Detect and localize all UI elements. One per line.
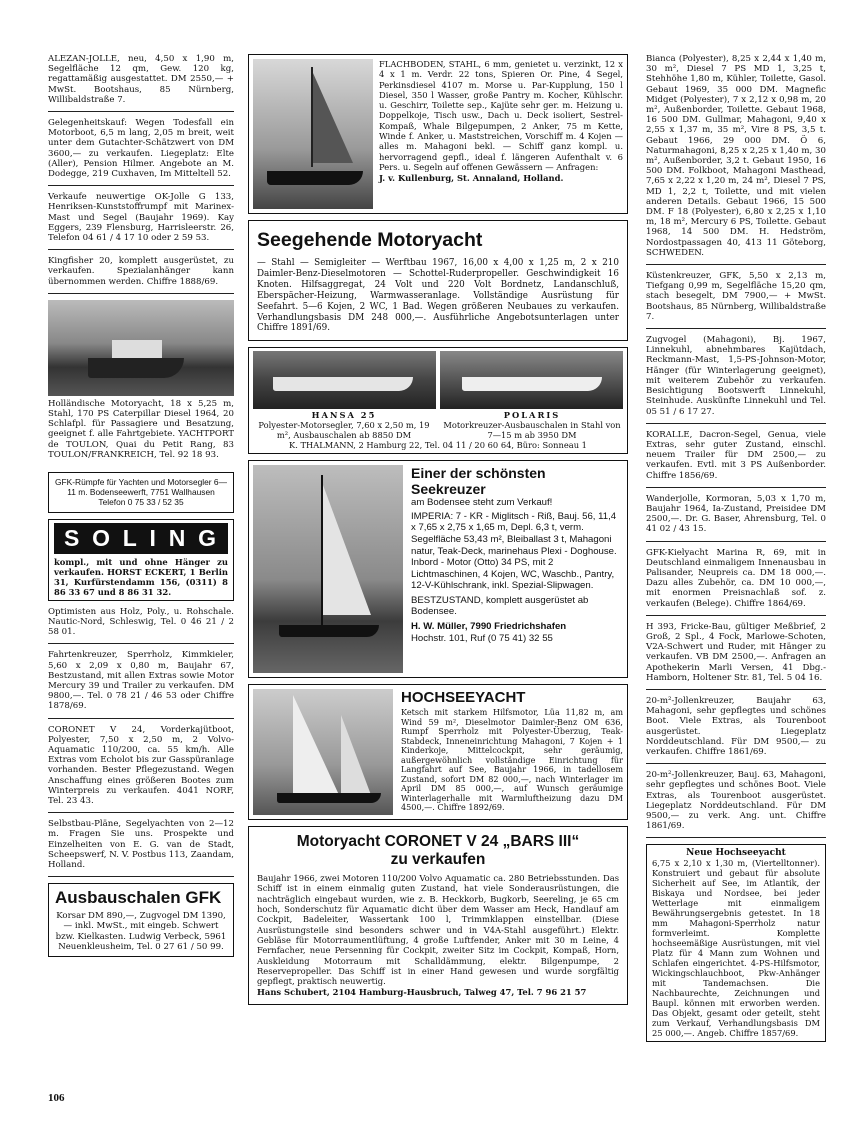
soling-letter: S	[64, 524, 82, 551]
polaris-caption	[441, 411, 623, 440]
soling-letter: L	[122, 524, 139, 551]
ad-hollandische-motoryacht	[48, 300, 234, 466]
ad-hollandische-text: Holländische Motoryacht, 18 x 5,25 m, Stahl, 170 PS Caterpillar Diesel 1964, 20 Schlafpl. für Passagiere und Besatzung, geeignet f. alle Fahrtgebiete. YACHTPORT de TOULON, Quai du Petit Rang, 83 TOULON/FRANKREICH, Tel. 92 18 93.	[48, 398, 234, 460]
seekreuzer-textblock	[411, 465, 623, 673]
hochsee-text: Ketsch mit starkem Hilfsmotor, Lüa 11,82 m, am Wind 59 m², Dieselmotor Daimler-Benz OM 636, Rumpf Sperrholz mit Polyester-Überzug, Teak-Stabdeck, Inneneinrichtung Mahagoni, 7 Kojen + 1 Kinderkoje, Mittelcockpit, sehr geräumig, außergewöhnlich vollständige Einrichtung für Langfahrt auf See, Baujahr 1966, in tadellosem Zustand, sofort DM 82 000,—, nach Winterlager im April DM 85 000,—, auf Wunsch geräumige Winterlagerhalle mit Warmluftheizung dazu DM 4500,—. Chiffre 1892/69.	[401, 707, 623, 813]
column-middle	[248, 54, 628, 1011]
sail-shape	[293, 695, 339, 795]
soling-text: kompl., mit und ohne Hänger zu verkaufen. HORST ECKERT, 1 Berlin 31, Kurfürstendamm 156, (0311) 8 86 33 67 und 8 86 31 32.	[54, 556, 228, 597]
ad-gfk-rumpfe: GFK-Rümpfe für Yachten und Motorsegler 6—11 m. Bodenseewerft, 7751 Wallhausen Telefon 0 75 33 / 52 35	[48, 472, 234, 513]
page-number: 106	[48, 1092, 65, 1104]
hull-shape	[88, 358, 184, 378]
thalmann-line: K. THALMANN, 2 Hamburg 22, Tel. 04 11 / 20 60 64, Büro: Sonneau 1	[289, 440, 587, 451]
soling-letter: N	[168, 524, 188, 551]
ad-neue-hochseeyacht	[646, 844, 826, 1042]
sail-shape	[341, 715, 371, 795]
hansa-caption	[253, 411, 435, 440]
soling-letter: O	[92, 524, 112, 551]
photo-polaris	[440, 351, 623, 409]
seekreuzer-title-2: Seekreuzer	[411, 481, 486, 498]
ad-seekreuzer	[248, 460, 628, 678]
ad-gelegenheitskauf: Gelegenheitskauf: Wegen Todesfall ein Motorboot, 6,5 m lang, 2,05 m breit, weit unter dem Gutachter-Schätzwert von DM 3600,— zu verkaufen. Liegeplatz: Elte (Aller), Pension Hilmer. Angebote an M. Dodegge, 219 Cuxhaven, Im Mitteltell 52.	[48, 118, 234, 186]
coronet-title-2: zu verkaufen	[390, 851, 486, 869]
seegehende-text: — Stahl — Semigleiter — Werftbau 1967, 16,00 x 4,00 x 1,25 m, 2 x 210 Daimler-Benz-Dieselmotoren — Schottel-Ruderpropeller. Geschwindigkeit 16 Knoten. Hilfsaggregat, 24 Volt und 220 Volt Bordnetz, Landanschluß, Eberspächer-Heizung, Warmwasseranlage. Vollständige Ausrüstung für Seefahrt. 5—6 Kojen, 2 WC, 1 Bad. Wegen größeren Neubaues zu verkaufen. Verhandlungsbasis DM 248 000,—. Ausführliche Angebotsunterlagen unter Chiffre 1891/69.	[257, 258, 619, 334]
hull-shape	[273, 377, 413, 391]
seegehende-title: Seegehende Motoryacht	[257, 229, 483, 251]
ad-zugvogel: Zugvogel (Mahagoni), Bj. 1967, Linnekuhl, abnehmbares Kajütdach, Reckmann-Mast, 1,5-PS-Johnson-Motor, Hänger (für Winterlagerung geeignet), mit weiterem Zubehör zu verkaufen. Besichtigung Bootswerft Linnekuhl, Steinhude. Auskünfte Linnekuhl und Tel. 05 51 / 6 17 27.	[646, 335, 826, 424]
cabin-shape	[112, 340, 162, 358]
soling-title	[54, 523, 228, 554]
ausbauschalen-text: Korsar DM 890,—, Zugvogel DM 1390,— inkl. MwSt., mit eingeb. Schwert bzw. Kielkasten. Ludwig Verbeck, 5961 Neuenkleusheim, Tel. 0 27 61 / 50 99.	[55, 911, 227, 952]
seekreuzer-best: BESTZUSTAND, komplett ausgerüstet ab Bodensee.	[411, 594, 589, 618]
hull-shape	[267, 171, 363, 185]
seekreuzer-title-1: Einer der schönsten	[411, 465, 546, 482]
ad-seegehende-motoryacht	[248, 220, 628, 341]
neue-title: Neue Hochseeyacht	[686, 848, 786, 859]
ad-selbstbau-plaene: Selbstbau-Pläne, Segelyachten von 2—12 m. Fragen Sie uns. Prospekte und Einzelheiten von E. G. van de Stadt, Scheepswerf, N. V. Postbus 113, Zaandam, Holland.	[48, 819, 234, 877]
ad-h393: H 393, Fricke-Bau, gültiger Meßbrief, 2 Groß, 2 Spl., 4 Fock, Marlowe-Schoten, V2A-Schwert und Ruder, mit Hänger zu verkaufen. VB DM 2500,—. Anfragen an Apothekerin Marli Versen, 41 Dbg.-Hamborn, Holtener Str. 81, Tel. 5 04 16.	[646, 622, 826, 690]
coronet-text: Baujahr 1966, zwei Motoren 110/200 Volvo Aquamatic ca. 280 Betriebsstunden. Das Schiff ist in einem einmalig guten Zustand, hat viele Sonderausrüstungen, die nachträglich eingebaut wurden, wie z. B. Heckkorb, Bugkorb, Seereling, je 65 cm hoch, Sonderschutz für Aquamatic dicht über dem Wasser am Heck, Handlauf am Cockpit, Badeleiter, Wassertank 100 l, Trimmklappen einstellbar. (Diese Ausrüstungsteile sind besonders schwer und in V4A-Stahl ausgeführt.) Elektr. Gebläse für Motorraumentlüftung, 4 große Luftfender, Anker mit 30 m Leine, 4 Fernfacher, neue Persenning für Cockpit, zweiter Sitz im Cockpit, Kompaß, Horn, Auskleidung Motorraum mit Schalldämmung, elektr. Bilgenpumpe, 2 Reservepropeller. Das Schiff ist in einer Hand gewesen und wurde sorgfältig gepflegt, praktisch neuwertig.	[257, 873, 619, 987]
hansa-text: Polyester-Motorsegler, 7,60 x 2,50 m, 19 m², Ausbauschalen ab 8850 DM	[258, 419, 430, 440]
ad-gfk-kielyacht: GFK-Kielyacht Marina R, 69, mit in Deutschland einmaligem Innenausbau in Palisander, Neupreis ca. DM 18 000,—. Dazu alles Zubehör, ca. DM 10 000,—, mit enormen Preisnachlaß sof. z. verkaufen (Belege). Chiffre 1864/69.	[646, 548, 826, 616]
hochsee-title: HOCHSEEYACHT	[401, 689, 526, 707]
seekreuzer-sub: am Bodensee steht zum Verkauf!	[411, 497, 553, 509]
sail-shape	[313, 73, 353, 163]
ad-hochseeyacht	[248, 684, 628, 820]
seekreuzer-addr: Hochstr. 101, Ruf (0 75 41) 32 55	[411, 632, 553, 644]
ad-optimisten: Optimisten aus Holz, Poly., u. Rohschale. Nautic-Nord, Schleswig, Tel. 0 46 21 / 2 58 01.	[48, 607, 234, 645]
ad-coronet-v24: CORONET V 24, Vorderkajütboot, Polyester, 7,50 x 2,50 m, 2 Volvo-Aquamatic 110/200, ca. 55 km/h. Alle Extras vom Echolot bis zur Gasspüranlage vorhanden. Bester Pflegezustand. Wegen Anschaffung eines größeren Bootes zum Winterpreis zu verkaufen. 4041 NORF, Tel. 23 43.	[48, 725, 234, 814]
ad-jollenkreuzer-1: 20-m²-Jollenkreuzer, Baujahr 63, Mahagoni, sehr gepflegtes und schönes Boot. Viele Extras, als Tourenboot ausgerüstet. Liegeplatz Norddeutschland. Für DM 9500,— zu verkaufen. Chiffre 1861/69.	[646, 696, 826, 764]
photo-ketch	[253, 689, 393, 815]
hull-shape	[277, 793, 381, 803]
soling-letter: I	[149, 524, 158, 551]
hull-shape	[279, 625, 379, 637]
ad-koralle: KORALLE, Dacron-Segel, Genua, viele Extras, sehr guter Zustand, einschl. neuem Trailer für DM 2500,— zu verkaufen. Evtl. mit 3 PS Außenborder. Chiffre 1856/69.	[646, 430, 826, 488]
ausbauschalen-title: Ausbauschalen GFK	[55, 888, 222, 908]
flachboden-sign: J. v. Kullenburg, St. Annaland, Holland.	[379, 173, 564, 184]
coronet-title-1: Motoryacht CORONET V 24 „BARS III“	[296, 833, 580, 851]
seekreuzer-text: IMPERIA: 7 - KR - Miglitsch - Riß, Bauj. 56, 11,4 x 7,65 x 2,75 x 1,65 m, Depl. 6,3 t, verm. Segelfläche 53,43 m², Bleiballast 3 t, Mahagoni natur, Teak-Deck, marinehaus Plexi - Doghouse. Inbord - Motor (Otto) 34 PS, mit 2 Lichtmaschinen, 4 Kojen, WC, Waschb., Pantry, 12-V-Kühlschrank, inkl. Spezial-Slipwagen.	[411, 510, 617, 592]
ad-fahrtenkreuzer: Fahrtenkreuzer, Sperrholz, Kimmkieler, 5,60 x 2,09 x 0,80 m, Baujahr 67, Bestzustand, mit allen Extras sowie Motor Mercury 39 und Trailer zu verkaufen. DM 9800,—. Tel. 0 78 21 / 46 53 oder Chiffre 1878/69.	[48, 650, 234, 718]
coronet-sign: Hans Schubert, 2104 Hamburg-Hausbruch, Talweg 47, Tel. 7 96 21 57	[257, 987, 587, 998]
thalmann-captions	[253, 411, 623, 440]
thalmann-photos	[253, 351, 623, 409]
column-left	[48, 54, 234, 963]
seekreuzer-name: H. W. Müller, 7990 Friedrichshafen	[411, 621, 567, 633]
ad-coronet-bars-iii	[248, 826, 628, 1005]
ad-kingfisher: Kingfisher 20, komplett ausgerüstet, zu verkaufen. Spezialanhänger kann übernommen werden. Chiffre 1888/69.	[48, 256, 234, 294]
ad-ok-jolle: Verkaufe neuwertige OK-Jolle G 133, Henriksen-Kunststoffrumpf mit Marinex-Mast und Segel (Baujahr 1969). Kay Eggers, 239 Flensburg, Harrisleerstr. 26, Telefon 04 61 / 4 17 10 oder 2 59 53.	[48, 192, 234, 250]
hull-shape	[462, 377, 602, 391]
ad-flachboden	[248, 54, 628, 214]
ad-bianca-hedstrom: Bianca (Polyester), 8,25 x 2,44 x 1,40 m, 30 m², Diesel 7 PS MD 1, 3,25 t, Stehhöhe 1,80 m, Kühler, Toilette, Gasol. Gebaut 1969, 35 000 DM. Magnefic Midget (Polyester), 7 x 2,12 x 0,98 m, 20 m², Außenborder, Toilette. Gebaut 1968, 16 500 DM. Gullmar, Mahagoni, 9,40 x 2,55 x 1,37 m, 35 m², Vire 8 PS, 3,5 t. Gebaut 1966, 29 000 DM. Ö 6, Naturmahagoni, 8,25 x 2,25 x 1,40 m, 30 m², Außenborder, 3,2 t. Gebaut 1950, 16 500 DM. Folkboot, Mahagoni Masthead, 7,65 x 2,22 x 1,20 m, 24 m², Diesel 7 PS, MD 1, 2,2 t, Toilette, und mit vielen anderen Details. Gebaut 1966, 15 500 DM. F 18 (Polyester), 6,80 x 2,25 x 1,10 m, 18 m², Mercury 6 PS, Toilette. Gebaut 1968, 14 500 DM. H. Hedström, Nordostpassagen 40, 413 11 Göteborg, SCHWEDEN.	[646, 54, 826, 265]
polaris-title: POLARIS	[503, 410, 561, 421]
ad-jollenkreuzer-2: 20-m²-Jollenkreuzer, Bauj. 63, Mahagoni, sehr gepflegtes und schönes Boot. Viele Extras, als Tourenboot ausgerüstet. Liegeplatz Norddeutschland. Für DM 9500,— zu verk. Ang. unt. Chiffre 1861/69.	[646, 770, 826, 838]
ad-thalmann	[248, 347, 628, 454]
flachboden-textblock	[379, 59, 623, 209]
ad-wanderjolle: Wanderjolle, Kormoran, 5,03 x 1,70 m, Baujahr 1964, Ia-Zustand, Preisidee DM 2500,—. Dr. G. Baser, Ahrensburg, Tel. 0 41 02 / 43 15.	[646, 494, 826, 542]
photo-dutch-motor-yacht	[48, 300, 234, 396]
hansa-title: HANSA 25	[311, 410, 377, 421]
soling-letter: G	[198, 524, 218, 551]
photo-sailing-barge	[253, 59, 373, 209]
polaris-text: Motorkreuzer-Ausbauschalen in Stahl von 7—15 m ab 3950 DM	[443, 419, 621, 440]
flachboden-text: FLACHBODEN, STAHL, 6 mm, genietet u. verzinkt, 12 x 4 x 1 m. Verdr. 22 tons, Spieren Or. Pine, 4 Segel, Perkinsdiesel 4107 m. Morse u. Par-Kupplung, 150 l Diesel, 350 l Wasser, große Pantry m. Kocher, Kühlschr. u. Geschirr, Toilette sep., Kajüte sehr ger. m. Heizung u. Doppelkoje, Tisch usw., Dach u. Deck isoliert, Sestrel-Kompaß, Whale Bilgepumpen, 2 Anker, 75 m Kette, Winde f. Anker, u. Maststreichen, Vorschiff m. 4 Kojen — alles m. Mahagoni bekl. — Schiff ganz kompl. u. hervorragend gepfl., ideal f. längeren Aufenthalt v. 6 Pers. u. Segeln auf offenen Gewässern — Anfragen:	[379, 59, 623, 172]
neue-text: 6,75 x 2,10 x 1,30 m, (Viertelltonner). Konstruiert und gebaut für absolute Sicherheit auf See, im Atlantik, der Biskaya und Nordsee, bei jeder Wetterlage mit einmaligem Bewährungsergebnis getestet. In 18 mm Mahagoni-Sperrholz natur formverleimt. Komplette hochseemäßige Ausrüstungen, mit viel Platz für 4 Mann zum Wohnen und Schlafen eingerichtet. 4-PS-Hilfsmotor, Wickingschlauchboot, Pkw-Anhänger mit Tandemachsen. Die Nachbaurechte, Zeichnungen und Baupl. können mit erworben werden. Das Objekt, gesamt oder geteilt, steht zum Verkauf, Verhandlungsbasis DM 25 000,—. Angeb. Chiffre 1857/69.	[652, 858, 820, 1039]
ad-ausbauschalen	[48, 883, 234, 957]
ad-kustenkreuzer: Küstenkreuzer, GFK, 5,50 x 2,13 m, Tiefgang 0,99 m, Segelfläche 15,20 qm, stach besegelt, DM 7900,— + MwSt. Bootshaus, 85 Nürnberg, Willibaldstraße 7.	[646, 271, 826, 329]
sail-shape	[323, 485, 371, 615]
photo-imperia-sailboat	[253, 465, 403, 673]
ad-soling	[48, 519, 234, 601]
hochsee-textblock	[401, 689, 623, 815]
photo-hansa-25	[253, 351, 436, 409]
column-right	[646, 54, 826, 1048]
ad-alezan-jolle: ALEZAN-JOLLE, neu, 4,50 x 1,90 m, Segelfläche 12 qm, Gew. 120 kg, regattamäßig ausgestattet. DM 2550,— + MwSt. Bootshaus, 85 Nürnberg, Willibaldstraße 7.	[48, 54, 234, 112]
